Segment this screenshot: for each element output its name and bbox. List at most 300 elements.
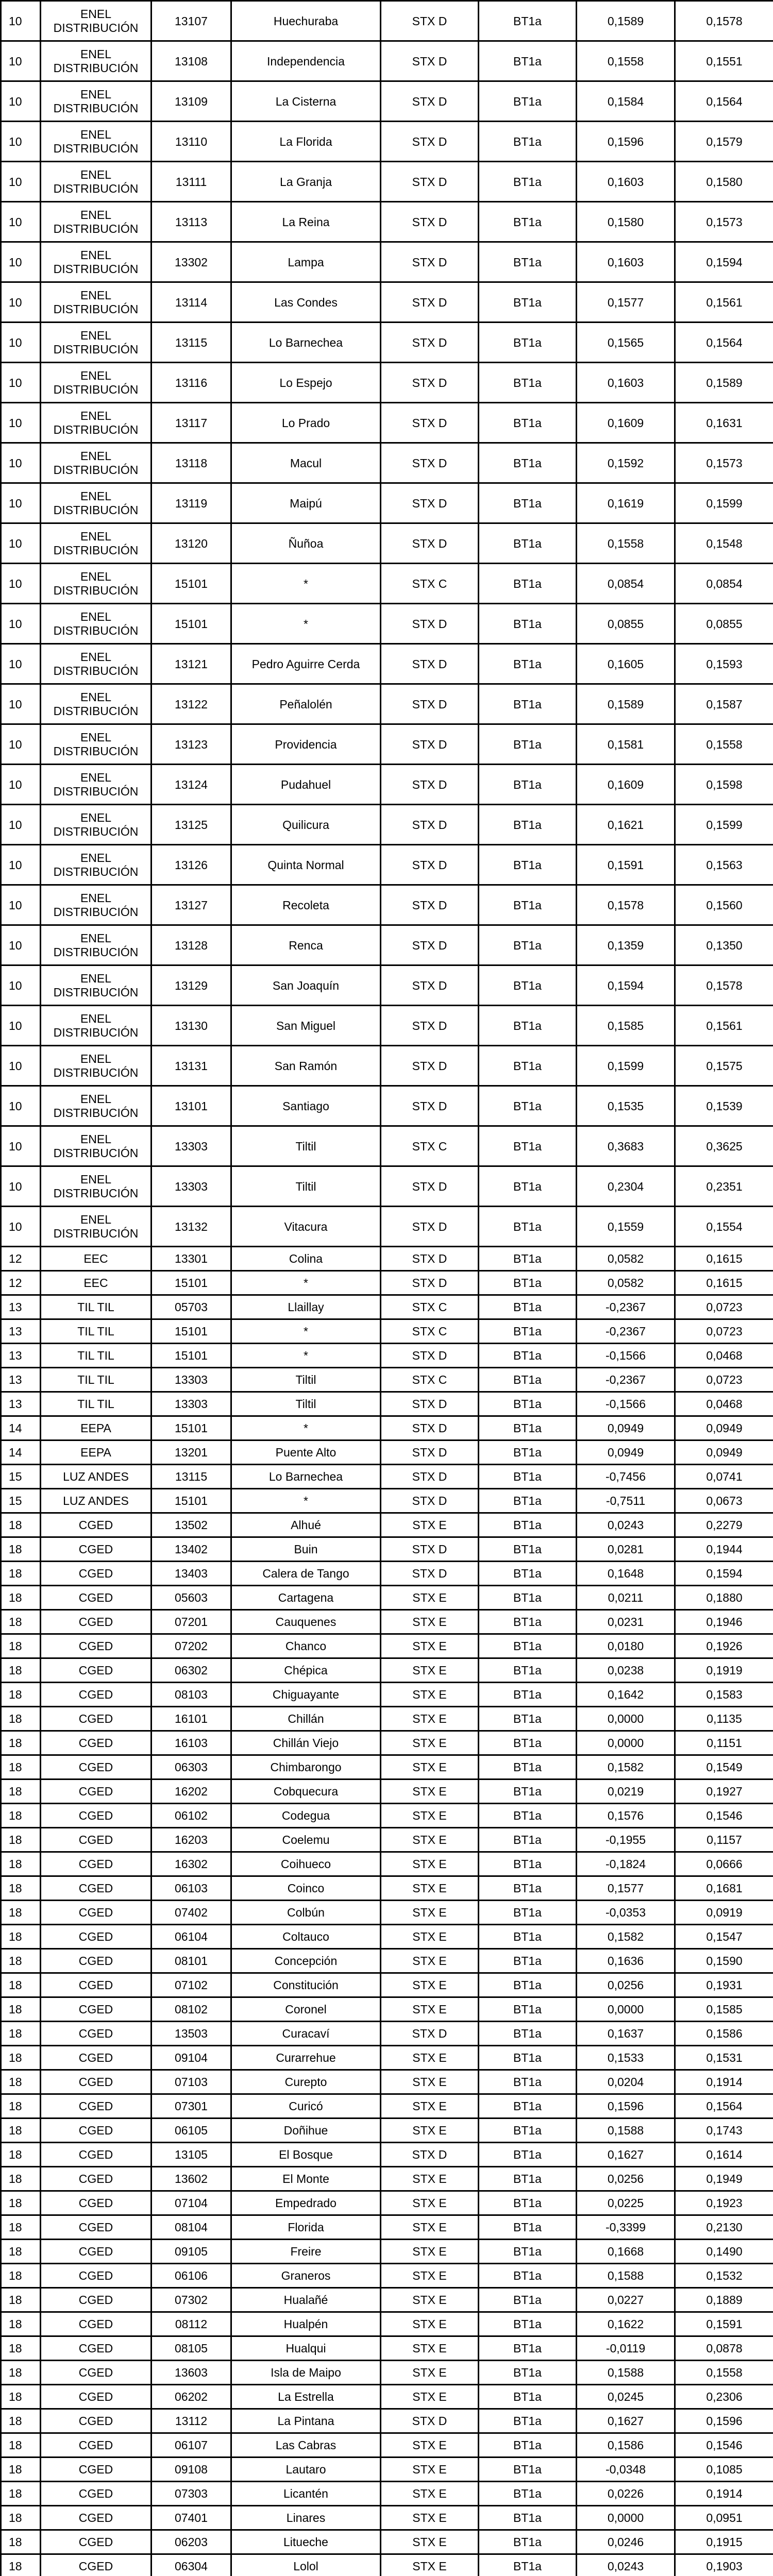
value-2-cell: 0,1593 [675, 644, 773, 684]
table-row [1, 323, 773, 363]
zone-cell: 18 [1, 1755, 41, 1780]
company-cell: ENEL DISTRIBUCIÓN [41, 1006, 152, 1046]
system-cell: STX D [381, 1344, 479, 1368]
company-cell: CGED [41, 2554, 152, 2576]
zone-cell: 10 [1, 41, 41, 81]
zone-cell: 15 [1, 1465, 41, 1489]
commune-code-cell: 09108 [152, 2458, 231, 2482]
tariff-cell: BT1a [479, 1489, 577, 1513]
table-row [1, 1392, 773, 1416]
zone-cell: 12 [1, 1247, 41, 1271]
value-2-cell: 0,1903 [675, 2554, 773, 2576]
company-cell: ENEL DISTRIBUCIÓN [41, 41, 152, 81]
system-cell: STX C [381, 1368, 479, 1392]
company-cell: CGED [41, 2482, 152, 2506]
commune-cell: Chiguayante [231, 1683, 381, 1707]
table-row [1, 2167, 773, 2191]
commune-cell: Doñihue [231, 2119, 381, 2143]
value-1-cell: -0,0119 [577, 2336, 675, 2361]
company-cell: CGED [41, 2022, 152, 2046]
zone-cell: 10 [1, 1166, 41, 1207]
company-cell: CGED [41, 2336, 152, 2361]
value-1-cell: 0,0231 [577, 1610, 675, 1634]
value-2-cell: 0,1532 [675, 2264, 773, 2288]
tariff-cell: BT1a [479, 1804, 577, 1828]
zone-cell: 18 [1, 2094, 41, 2119]
table-row [1, 2191, 773, 2215]
value-2-cell: 0,1590 [675, 1949, 773, 1973]
company-cell: CGED [41, 2361, 152, 2385]
table-row [1, 1901, 773, 1925]
commune-cell: * [231, 1319, 381, 1344]
tariff-cell: BT1a [479, 2264, 577, 2288]
commune-cell: Las Condes [231, 282, 381, 323]
value-2-cell: 0,1579 [675, 122, 773, 162]
commune-code-cell: 13503 [152, 2022, 231, 2046]
company-cell: CGED [41, 2119, 152, 2143]
system-cell: STX D [381, 1416, 479, 1440]
table-row [1, 483, 773, 523]
company-cell: CGED [41, 1731, 152, 1755]
table-row [1, 242, 773, 282]
zone-cell: 10 [1, 724, 41, 765]
table-row [1, 1295, 773, 1319]
value-2-cell: 0,1599 [675, 483, 773, 523]
commune-code-cell: 08103 [152, 1683, 231, 1707]
value-1-cell: 0,0219 [577, 1780, 675, 1804]
company-cell: ENEL DISTRIBUCIÓN [41, 644, 152, 684]
value-1-cell: 0,0180 [577, 1634, 675, 1658]
value-2-cell: 0,1151 [675, 1731, 773, 1755]
tariff-cell: BT1a [479, 2554, 577, 2576]
commune-code-cell: 13109 [152, 81, 231, 122]
company-cell: ENEL DISTRIBUCIÓN [41, 443, 152, 483]
commune-cell: Coronel [231, 1997, 381, 2022]
commune-cell: El Bosque [231, 2143, 381, 2167]
table-row [1, 724, 773, 765]
commune-code-cell: 13116 [152, 363, 231, 403]
zone-cell: 10 [1, 1086, 41, 1126]
commune-cell: Empedrado [231, 2191, 381, 2215]
zone-cell: 10 [1, 162, 41, 202]
commune-cell: La Florida [231, 122, 381, 162]
table-row [1, 1634, 773, 1658]
commune-code-cell: 13108 [152, 41, 231, 81]
commune-cell: Chillán Viejo [231, 1731, 381, 1755]
company-cell: CGED [41, 1537, 152, 1562]
commune-cell: San Miguel [231, 1006, 381, 1046]
system-cell: STX E [381, 2070, 479, 2094]
tariff-cell: BT1a [479, 122, 577, 162]
commune-code-cell: 06107 [152, 2433, 231, 2458]
company-cell: CGED [41, 1876, 152, 1901]
table-row [1, 2336, 773, 2361]
commune-code-cell: 13123 [152, 724, 231, 765]
zone-cell: 18 [1, 1828, 41, 1852]
table-row [1, 2046, 773, 2070]
system-cell: STX D [381, 443, 479, 483]
value-1-cell: 0,1588 [577, 2361, 675, 2385]
commune-code-cell: 13117 [152, 403, 231, 443]
commune-cell: La Granja [231, 162, 381, 202]
tariff-cell: BT1a [479, 2070, 577, 2094]
system-cell: STX E [381, 2506, 479, 2530]
value-1-cell: -0,1824 [577, 1852, 675, 1876]
zone-cell: 13 [1, 1368, 41, 1392]
system-cell: STX D [381, 1271, 479, 1295]
commune-cell: Puente Alto [231, 1440, 381, 1465]
commune-code-cell: 13303 [152, 1126, 231, 1166]
zone-cell: 13 [1, 1392, 41, 1416]
system-cell: STX E [381, 2167, 479, 2191]
commune-cell: Codegua [231, 1804, 381, 1828]
value-1-cell: 0,0211 [577, 1586, 675, 1610]
table-row [1, 1997, 773, 2022]
value-1-cell: 0,0000 [577, 1707, 675, 1731]
value-1-cell: 0,0582 [577, 1247, 675, 1271]
commune-code-cell: 13113 [152, 202, 231, 242]
zone-cell: 10 [1, 1207, 41, 1247]
commune-code-cell: 07303 [152, 2482, 231, 2506]
value-2-cell: 0,0723 [675, 1295, 773, 1319]
commune-cell: Concepción [231, 1949, 381, 1973]
commune-code-cell: 13603 [152, 2361, 231, 2385]
zone-cell: 10 [1, 363, 41, 403]
zone-cell: 18 [1, 1852, 41, 1876]
zone-cell: 18 [1, 1997, 41, 2022]
tariff-cell: BT1a [479, 1392, 577, 1416]
table-row [1, 2409, 773, 2433]
tariff-cell: BT1a [479, 1, 577, 41]
system-cell: STX E [381, 1780, 479, 1804]
commune-code-cell: 07102 [152, 1973, 231, 1997]
zone-cell: 18 [1, 2312, 41, 2336]
value-2-cell: 0,1558 [675, 724, 773, 765]
system-cell: STX D [381, 1440, 479, 1465]
value-2-cell: 0,1583 [675, 1683, 773, 1707]
zone-cell: 10 [1, 323, 41, 363]
tariff-cell: BT1a [479, 2119, 577, 2143]
company-cell: ENEL DISTRIBUCIÓN [41, 323, 152, 363]
value-1-cell: 0,1577 [577, 282, 675, 323]
system-cell: STX D [381, 323, 479, 363]
commune-code-cell: 13124 [152, 765, 231, 805]
tariff-cell: BT1a [479, 845, 577, 885]
company-cell: TIL TIL [41, 1319, 152, 1344]
tariff-cell: BT1a [479, 2409, 577, 2433]
commune-code-cell: 07104 [152, 2191, 231, 2215]
commune-code-cell: 07103 [152, 2070, 231, 2094]
table-row [1, 1126, 773, 1166]
tariff-cell: BT1a [479, 1247, 577, 1271]
tariff-cell: BT1a [479, 2167, 577, 2191]
value-2-cell: 0,1554 [675, 1207, 773, 1247]
table-row [1, 2554, 773, 2576]
commune-cell: Recoleta [231, 885, 381, 925]
commune-cell: Constitución [231, 1973, 381, 1997]
table-row [1, 2530, 773, 2554]
tariff-cell: BT1a [479, 965, 577, 1006]
tariff-cell: BT1a [479, 2094, 577, 2119]
value-2-cell: 0,1599 [675, 805, 773, 845]
company-cell: CGED [41, 2530, 152, 2554]
tariff-cell: BT1a [479, 1683, 577, 1707]
system-cell: STX D [381, 2409, 479, 2433]
table-row [1, 2022, 773, 2046]
commune-cell: Alhué [231, 1513, 381, 1537]
table-row [1, 2361, 773, 2385]
zone-cell: 18 [1, 2482, 41, 2506]
table-row [1, 1610, 773, 1634]
commune-cell: San Joaquín [231, 965, 381, 1006]
zone-cell: 18 [1, 2022, 41, 2046]
company-cell: LUZ ANDES [41, 1465, 152, 1489]
tariff-cell: BT1a [479, 1586, 577, 1610]
zone-cell: 18 [1, 2143, 41, 2167]
value-2-cell: 0,1927 [675, 1780, 773, 1804]
value-1-cell: 0,1582 [577, 1925, 675, 1949]
value-2-cell: 0,0855 [675, 604, 773, 644]
value-2-cell: 0,1578 [675, 1, 773, 41]
commune-code-cell: 13201 [152, 1440, 231, 1465]
tariff-cell: BT1a [479, 1707, 577, 1731]
table-row [1, 1465, 773, 1489]
value-1-cell: -0,0353 [577, 1901, 675, 1925]
value-1-cell: 0,1565 [577, 323, 675, 363]
commune-cell: Litueche [231, 2530, 381, 2554]
tariff-cell: BT1a [479, 202, 577, 242]
table-row [1, 644, 773, 684]
commune-code-cell: 13110 [152, 122, 231, 162]
table-row [1, 564, 773, 604]
company-cell: CGED [41, 2167, 152, 2191]
value-1-cell: 0,1559 [577, 1207, 675, 1247]
value-2-cell: 0,1589 [675, 363, 773, 403]
commune-cell: Coinco [231, 1876, 381, 1901]
commune-code-cell: 05703 [152, 1295, 231, 1319]
system-cell: STX D [381, 1465, 479, 1489]
system-cell: STX E [381, 1586, 479, 1610]
commune-code-cell: 06303 [152, 1755, 231, 1780]
company-cell: ENEL DISTRIBUCIÓN [41, 564, 152, 604]
company-cell: EEPA [41, 1440, 152, 1465]
zone-cell: 18 [1, 1707, 41, 1731]
system-cell: STX C [381, 1126, 479, 1166]
table-row [1, 1086, 773, 1126]
value-1-cell: 0,0225 [577, 2191, 675, 2215]
tariff-cell: BT1a [479, 1731, 577, 1755]
company-cell: CGED [41, 2385, 152, 2409]
table-row [1, 282, 773, 323]
commune-code-cell: 15101 [152, 1416, 231, 1440]
commune-cell: Curicó [231, 2094, 381, 2119]
system-cell: STX D [381, 965, 479, 1006]
value-2-cell: 0,1539 [675, 1086, 773, 1126]
commune-code-cell: 13120 [152, 523, 231, 564]
value-1-cell: 0,1619 [577, 483, 675, 523]
zone-cell: 18 [1, 2046, 41, 2070]
company-cell: ENEL DISTRIBUCIÓN [41, 1046, 152, 1086]
value-1-cell: 0,1605 [577, 644, 675, 684]
commune-code-cell: 15101 [152, 604, 231, 644]
company-cell: ENEL DISTRIBUCIÓN [41, 1207, 152, 1247]
tariff-cell: BT1a [479, 724, 577, 765]
company-cell: ENEL DISTRIBUCIÓN [41, 925, 152, 965]
commune-cell: Licantén [231, 2482, 381, 2506]
value-2-cell: 0,1681 [675, 1876, 773, 1901]
zone-cell: 10 [1, 443, 41, 483]
tariff-cell: BT1a [479, 1368, 577, 1392]
zone-cell: 10 [1, 483, 41, 523]
tariff-cell: BT1a [479, 363, 577, 403]
commune-code-cell: 06106 [152, 2264, 231, 2288]
zone-cell: 18 [1, 2336, 41, 2361]
value-1-cell: -0,1566 [577, 1392, 675, 1416]
company-cell: CGED [41, 2409, 152, 2433]
zone-cell: 18 [1, 2554, 41, 2576]
value-1-cell: 0,1533 [577, 2046, 675, 2070]
system-cell: STX D [381, 1247, 479, 1271]
value-1-cell: 0,0281 [577, 1537, 675, 1562]
tariff-cell: BT1a [479, 564, 577, 604]
system-cell: STX D [381, 1207, 479, 1247]
commune-cell: Chépica [231, 1658, 381, 1683]
zone-cell: 18 [1, 1901, 41, 1925]
value-1-cell: 0,1603 [577, 363, 675, 403]
commune-cell: Colbún [231, 1901, 381, 1925]
value-1-cell: 0,1592 [577, 443, 675, 483]
zone-cell: 10 [1, 242, 41, 282]
tariff-cell: BT1a [479, 2385, 577, 2409]
commune-code-cell: 13122 [152, 684, 231, 724]
zone-cell: 10 [1, 1126, 41, 1166]
value-2-cell: 0,1551 [675, 41, 773, 81]
company-cell: ENEL DISTRIBUCIÓN [41, 1166, 152, 1207]
value-2-cell: 0,1587 [675, 684, 773, 724]
tariff-cell: BT1a [479, 1610, 577, 1634]
zone-cell: 10 [1, 805, 41, 845]
value-1-cell: 0,0238 [577, 1658, 675, 1683]
commune-code-cell: 13105 [152, 2143, 231, 2167]
table-row [1, 1852, 773, 1876]
system-cell: STX E [381, 2240, 479, 2264]
system-cell: STX E [381, 2312, 479, 2336]
company-cell: CGED [41, 2264, 152, 2288]
commune-code-cell: 07401 [152, 2506, 231, 2530]
value-2-cell: 0,1631 [675, 403, 773, 443]
tariff-cell: BT1a [479, 2458, 577, 2482]
tariff-cell: BT1a [479, 1344, 577, 1368]
value-1-cell: 0,1596 [577, 2094, 675, 2119]
tariff-cell: BT1a [479, 1271, 577, 1295]
value-1-cell: 0,1609 [577, 403, 675, 443]
company-cell: CGED [41, 2191, 152, 2215]
commune-code-cell: 07402 [152, 1901, 231, 1925]
zone-cell: 18 [1, 1973, 41, 1997]
value-1-cell: 0,1578 [577, 885, 675, 925]
value-2-cell: 0,1615 [675, 1247, 773, 1271]
commune-code-cell: 13502 [152, 1513, 231, 1537]
system-cell: STX C [381, 564, 479, 604]
value-2-cell: 0,1564 [675, 2094, 773, 2119]
tariff-cell: BT1a [479, 1901, 577, 1925]
value-2-cell: 0,1926 [675, 1634, 773, 1658]
zone-cell: 10 [1, 1046, 41, 1086]
commune-cell: Vitacura [231, 1207, 381, 1247]
system-cell: STX E [381, 1949, 479, 1973]
system-cell: STX E [381, 2336, 479, 2361]
commune-cell: * [231, 1489, 381, 1513]
commune-cell: Curacaví [231, 2022, 381, 2046]
system-cell: STX D [381, 644, 479, 684]
system-cell: STX E [381, 1634, 479, 1658]
table-row [1, 1925, 773, 1949]
zone-cell: 18 [1, 2215, 41, 2240]
commune-code-cell: 13132 [152, 1207, 231, 1247]
tariff-cell: BT1a [479, 1319, 577, 1344]
commune-code-cell: 16103 [152, 1731, 231, 1755]
value-1-cell: 0,1558 [577, 41, 675, 81]
commune-cell: La Reina [231, 202, 381, 242]
value-2-cell: 0,2130 [675, 2215, 773, 2240]
company-cell: CGED [41, 1828, 152, 1852]
commune-code-cell: 08102 [152, 1997, 231, 2022]
commune-code-cell: 05603 [152, 1586, 231, 1610]
commune-code-cell: 13125 [152, 805, 231, 845]
system-cell: STX D [381, 604, 479, 644]
zone-cell: 18 [1, 1925, 41, 1949]
tariff-cell: BT1a [479, 483, 577, 523]
table-row [1, 2119, 773, 2143]
system-cell: STX D [381, 2022, 479, 2046]
zone-cell: 18 [1, 2288, 41, 2312]
table-row [1, 1416, 773, 1440]
tariff-cell: BT1a [479, 323, 577, 363]
value-2-cell: 0,1135 [675, 1707, 773, 1731]
value-2-cell: 0,3625 [675, 1126, 773, 1166]
zone-cell: 10 [1, 1006, 41, 1046]
commune-code-cell: 16101 [152, 1707, 231, 1731]
company-cell: CGED [41, 1513, 152, 1537]
tariff-cell: BT1a [479, 1949, 577, 1973]
tariff-cell: BT1a [479, 403, 577, 443]
commune-cell: Maipú [231, 483, 381, 523]
commune-cell: Isla de Maipo [231, 2361, 381, 2385]
value-1-cell: -0,7456 [577, 1465, 675, 1489]
commune-cell: San Ramón [231, 1046, 381, 1086]
tariff-cell: BT1a [479, 644, 577, 684]
commune-cell: Hualqui [231, 2336, 381, 2361]
zone-cell: 18 [1, 2506, 41, 2530]
table-row [1, 2482, 773, 2506]
value-1-cell: 0,2304 [577, 1166, 675, 1207]
value-2-cell: 0,1564 [675, 323, 773, 363]
zone-cell: 10 [1, 523, 41, 564]
table-row [1, 1, 773, 41]
commune-cell: * [231, 604, 381, 644]
zone-cell: 10 [1, 604, 41, 644]
zone-cell: 18 [1, 1949, 41, 1973]
commune-cell: Buin [231, 1537, 381, 1562]
tariff-cell: BT1a [479, 1755, 577, 1780]
table-row [1, 1046, 773, 1086]
commune-code-cell: 13303 [152, 1368, 231, 1392]
tariff-cell: BT1a [479, 2191, 577, 2215]
system-cell: STX E [381, 2215, 479, 2240]
commune-cell: Renca [231, 925, 381, 965]
zone-cell: 18 [1, 2070, 41, 2094]
value-2-cell: 0,1564 [675, 81, 773, 122]
